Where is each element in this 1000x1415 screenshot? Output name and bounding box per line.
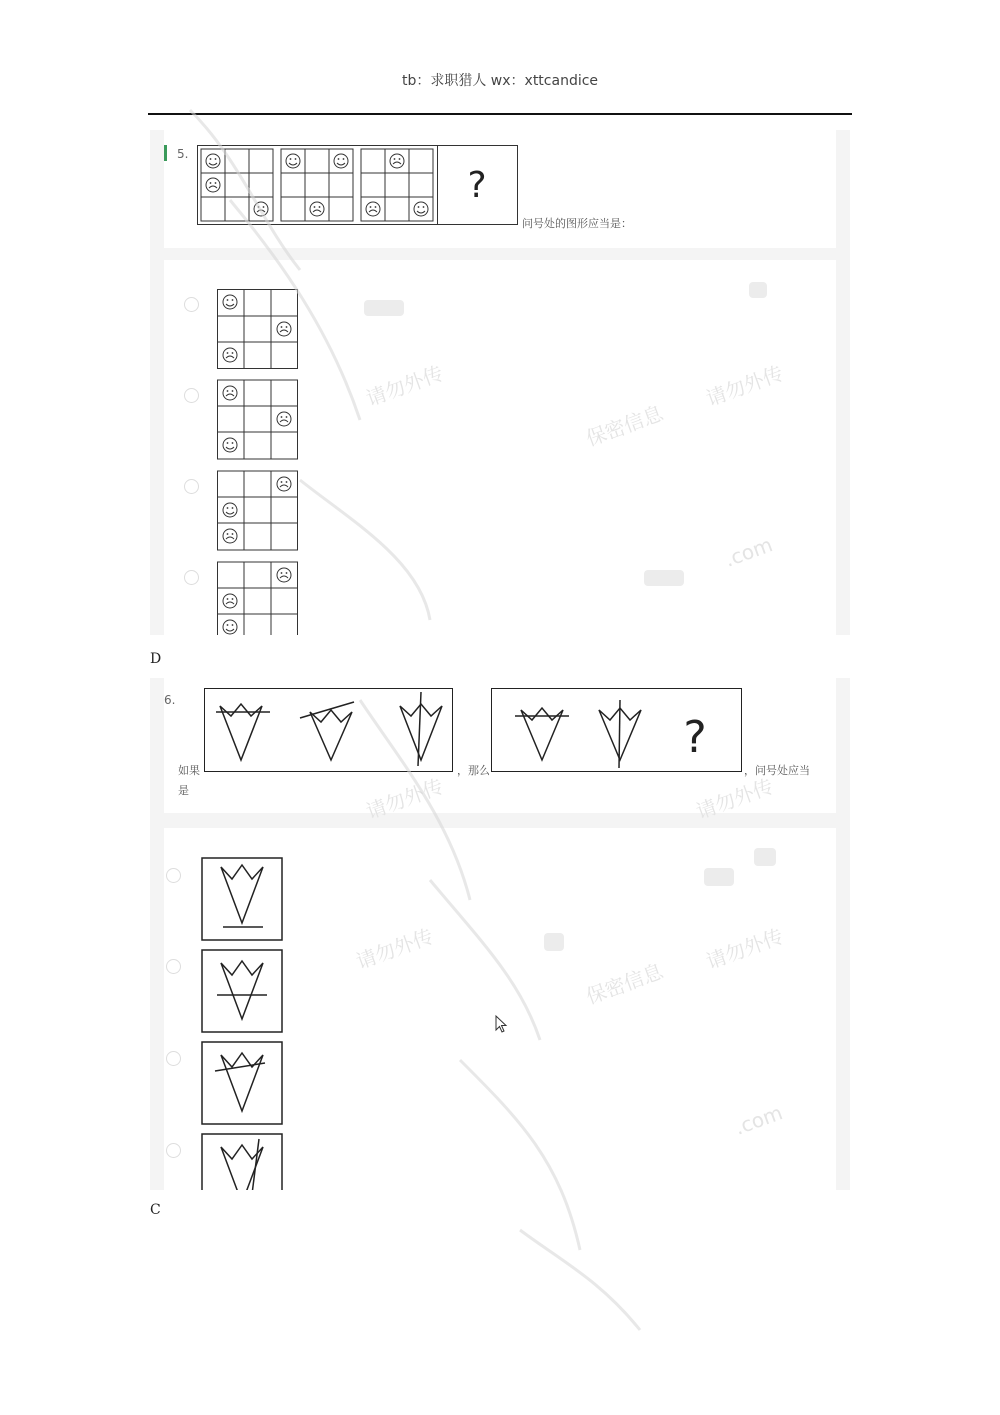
- q6-stimulus-figure-right: [491, 688, 743, 773]
- q6-option-b-radio[interactable]: [166, 959, 181, 974]
- q5-options-figure: [217, 289, 299, 635]
- q5-option-a-radio[interactable]: [184, 297, 199, 312]
- q5-question-panel: [164, 130, 836, 248]
- q6-options-panel: [164, 828, 836, 1190]
- mouse-cursor-icon: [495, 1015, 509, 1035]
- q5-option-c-radio[interactable]: [184, 479, 199, 494]
- watermark-text: .com: [731, 1100, 786, 1140]
- q6-option-a-radio[interactable]: [166, 868, 181, 883]
- watermark-text: 保密信息: [582, 400, 667, 451]
- q6-option-c-radio[interactable]: [166, 1051, 181, 1066]
- q6-screenshot: [150, 678, 850, 1190]
- q6-question-panel: [164, 678, 836, 824]
- q5-option-d-radio[interactable]: [184, 570, 199, 585]
- blur-patch: [544, 933, 564, 951]
- watermark-text: .com: [721, 532, 776, 572]
- q6-suffix2: 是: [178, 784, 189, 797]
- q6-number: 6.: [164, 693, 176, 707]
- watermark-text: 请勿外传: [362, 360, 447, 411]
- q6-prefix: 如果: [178, 764, 200, 777]
- q5-question-mark: ?: [467, 165, 487, 206]
- watermark-text: 请勿外传: [702, 923, 787, 974]
- blur-patch: [749, 282, 767, 298]
- watermark-text: 请勿外传: [352, 923, 437, 974]
- q5-option-b-radio[interactable]: [184, 388, 199, 403]
- q6-answer: C: [150, 1202, 161, 1218]
- q5-options-panel: [164, 260, 836, 635]
- q5-marker: [164, 145, 167, 161]
- q6-option-d-radio[interactable]: [166, 1143, 181, 1158]
- page-header: tb：求职猎人 wx：xttcandice: [401, 73, 599, 89]
- watermark-text: 请勿外传: [362, 773, 447, 824]
- header-rule: [148, 113, 852, 115]
- q5-screenshot: [150, 130, 850, 635]
- q6-question-mark: ?: [683, 712, 707, 763]
- watermark-text: 保密信息: [582, 958, 667, 1009]
- q5-answer: D: [150, 651, 162, 667]
- q5-prompt: 问号处的图形应当是：: [522, 217, 632, 230]
- blur-patch: [704, 868, 734, 886]
- q6-suffix: ，问号处应当: [744, 764, 810, 777]
- q6-options-figure: [201, 857, 285, 1190]
- q5-number: 5.: [177, 147, 189, 161]
- blur-patch: [644, 570, 684, 586]
- watermark-text: 请勿外传: [702, 360, 787, 411]
- blur-patch: [364, 300, 404, 316]
- q5-stimulus-figure: [197, 145, 522, 227]
- q6-middle: ，那么: [457, 764, 490, 777]
- q6-stimulus-figure-left: [204, 688, 454, 773]
- watermark-text: 请勿外传: [692, 773, 777, 824]
- blur-patch: [754, 848, 776, 866]
